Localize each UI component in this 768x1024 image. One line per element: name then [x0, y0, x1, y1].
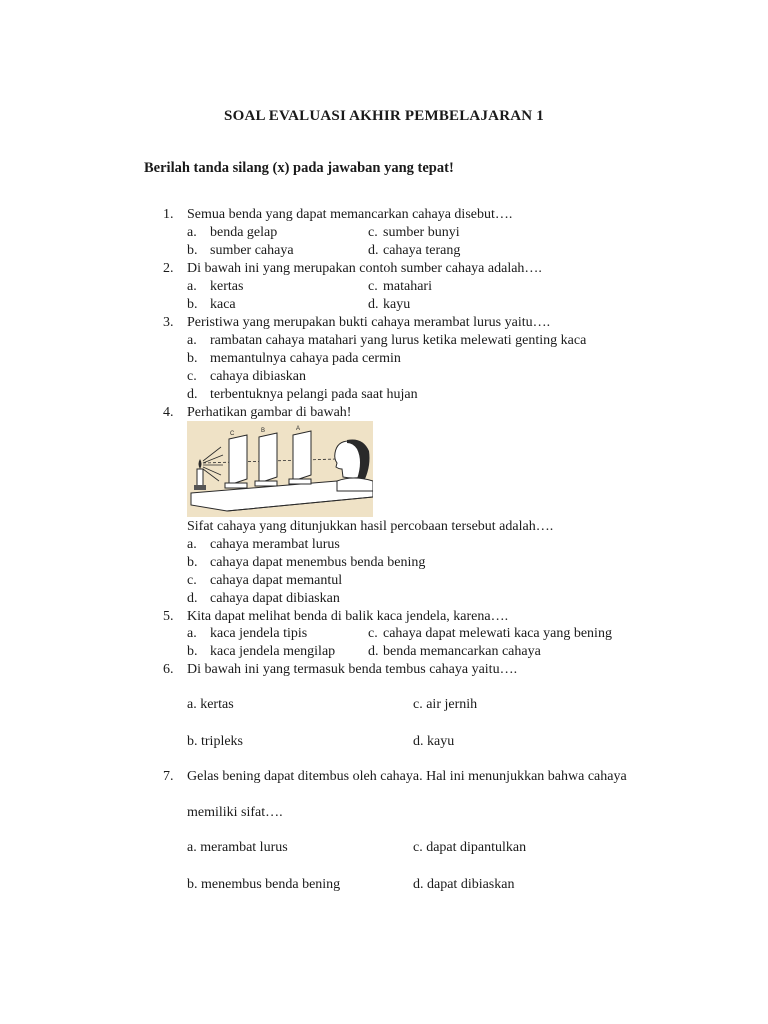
option-text: kertas: [210, 279, 244, 294]
label-b: B: [261, 428, 266, 434]
option-text: kaca: [210, 297, 236, 312]
question-text: Peristiwa yang merupakan bukti cahaya merambat lurus yaitu….: [187, 315, 551, 330]
light-rays: [203, 447, 223, 481]
question-number: 3.: [163, 315, 174, 330]
candle: [197, 469, 203, 487]
option-letter: c.: [187, 573, 197, 588]
question-text: Semua benda yang dapat memancarkan cahaya disebut….: [187, 207, 513, 222]
option-text: benda memancarkan cahaya: [383, 644, 541, 659]
option-letter: b.: [187, 644, 198, 659]
observer-shoulders: [337, 478, 373, 491]
option-letter: d.: [187, 387, 198, 402]
option-text: b. tripleks: [187, 734, 243, 749]
option-letter: c.: [368, 626, 378, 641]
option-text: kayu: [383, 297, 411, 312]
option-text: c. dapat dipantulkan: [413, 840, 527, 855]
option-letter: a.: [187, 333, 197, 348]
option-text: kaca jendela tipis: [210, 626, 308, 641]
question-number: 5.: [163, 609, 174, 624]
option-letter: a.: [187, 225, 197, 240]
card-b-stand: [255, 481, 277, 486]
option-letter: d.: [368, 297, 379, 312]
option-letter: c.: [368, 279, 378, 294]
option-text: cahaya dapat menembus benda bening: [210, 555, 426, 570]
card-c-stand: [225, 483, 247, 488]
option-letter: d.: [187, 591, 198, 606]
option-text: cahaya dibiaskan: [210, 369, 307, 384]
question-text: Gelas bening dapat ditembus oleh cahaya. Hal ini menunjukkan bahwa cahaya: [187, 769, 627, 784]
experiment-illustration: [187, 421, 373, 517]
option-text: rambatan cahaya matahari yang lurus ketika melewati genting kaca: [210, 333, 587, 348]
option-text: sumber cahaya: [210, 243, 294, 258]
option-letter: d.: [368, 644, 379, 659]
option-text: kaca jendela mengilap: [210, 644, 336, 659]
page-title: SOAL EVALUASI AKHIR PEMBELAJARAN 1: [224, 108, 544, 124]
option-text: c. air jernih: [413, 697, 478, 712]
question-text: Kita dapat melihat benda di balik kaca jendela, karena….: [187, 609, 509, 624]
option-text: cahaya dapat memantul: [210, 573, 343, 588]
option-text: b. menembus benda bening: [187, 877, 341, 892]
card-a: [293, 431, 311, 481]
question-number: 7.: [163, 769, 174, 784]
candle-holder: [194, 485, 206, 490]
question-text: Di bawah ini yang termasuk benda tembus cahaya yaitu….: [187, 662, 518, 677]
option-text: terbentuknya pelangi pada saat hujan: [210, 387, 418, 402]
option-text: d. kayu: [413, 734, 455, 749]
option-letter: b.: [187, 555, 198, 570]
label-c: C: [230, 431, 235, 437]
option-letter: a.: [187, 537, 197, 552]
option-letter: b.: [187, 351, 198, 366]
option-letter: c.: [187, 369, 197, 384]
question-number: 1.: [163, 207, 174, 222]
instruction: Berilah tanda silang (x) pada jawaban yang tepat!: [144, 160, 454, 176]
question-number: 6.: [163, 662, 174, 677]
option-letter: c.: [368, 225, 378, 240]
label-a: A: [296, 426, 301, 432]
option-letter: b.: [187, 243, 198, 258]
question-text: memiliki sifat….: [187, 805, 283, 820]
option-text: cahaya dapat dibiaskan: [210, 591, 340, 606]
candle-flame: [199, 459, 202, 469]
light-experiment-figure: [187, 421, 373, 517]
option-text: matahari: [383, 279, 432, 294]
card-a-stand: [289, 479, 311, 484]
option-text: memantulnya cahaya pada cermin: [210, 351, 401, 366]
option-text: cahaya merambat lurus: [210, 537, 340, 552]
option-letter: b.: [187, 297, 198, 312]
option-text: d. dapat dibiaskan: [413, 877, 515, 892]
option-text: a. kertas: [187, 697, 234, 712]
question-text: Perhatikan gambar di bawah!: [187, 405, 352, 420]
question-text: Sifat cahaya yang ditunjukkan hasil percobaan tersebut adalah….: [187, 519, 554, 534]
option-text: sumber bunyi: [383, 225, 460, 240]
question-number: 2.: [163, 261, 174, 276]
option-letter: a.: [187, 279, 197, 294]
option-letter: a.: [187, 626, 197, 641]
option-text: benda gelap: [210, 225, 278, 240]
question-number: 4.: [163, 405, 174, 420]
card-b: [259, 433, 277, 483]
question-text: Di bawah ini yang merupakan contoh sumber cahaya adalah….: [187, 261, 542, 276]
option-text: cahaya dapat melewati kaca yang bening: [383, 626, 612, 641]
option-text: cahaya terang: [383, 243, 461, 258]
option-text: a. merambat lurus: [187, 840, 288, 855]
card-c: [229, 435, 247, 485]
option-letter: d.: [368, 243, 379, 258]
